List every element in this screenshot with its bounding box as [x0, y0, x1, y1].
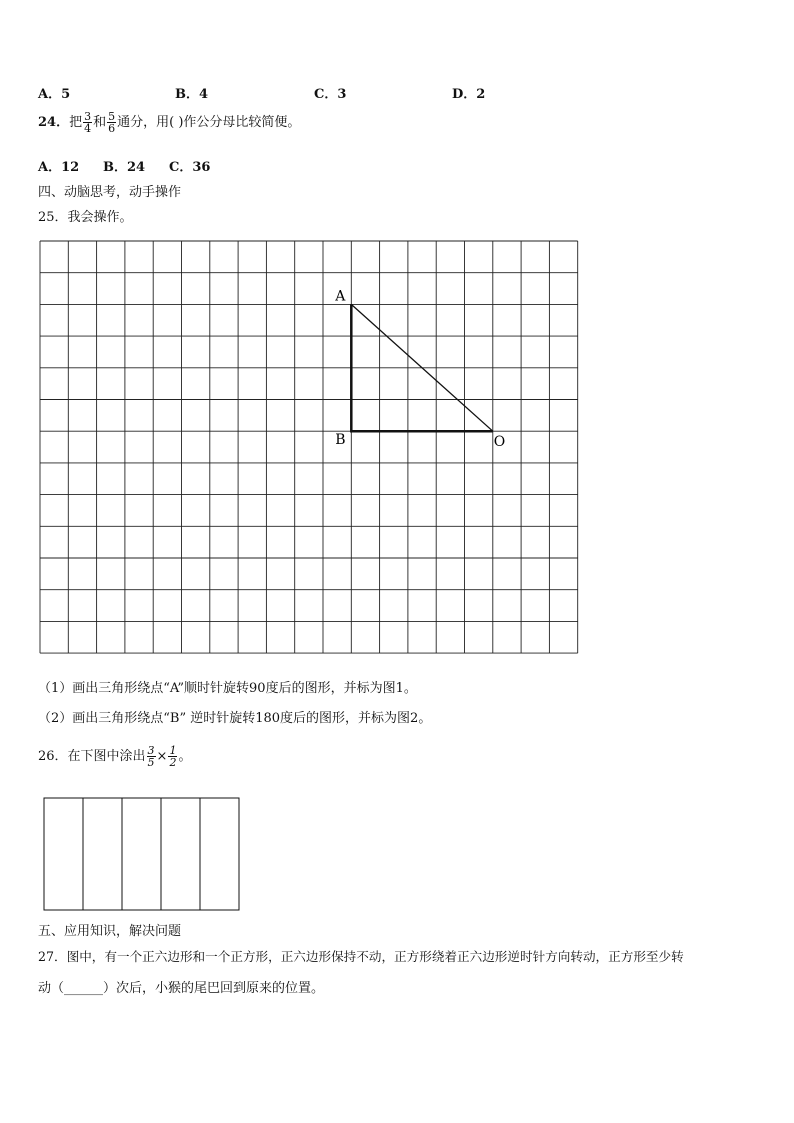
q25-sub1: （1）画出三角形绕点“A”顺时针旋转90度后的图形，并标为图1。 — [38, 681, 417, 696]
q26-frac2-den: 2 — [169, 756, 177, 769]
q26-frac2-num: 1 — [169, 744, 177, 757]
q26-question: 26．在下图中涂出 $\frac{3}{5}$ × $\frac{1}{2}$ 。 — [38, 744, 192, 769]
q24-option-b: B．24 — [103, 160, 146, 175]
q23-option-a: A．5 — [38, 87, 71, 102]
q26-frac1-num: 3 — [147, 744, 155, 757]
q26-rectangle-figure — [40, 795, 245, 915]
q24-option-a: A．12 — [38, 160, 80, 175]
q26-frac1-den: 5 — [147, 756, 155, 769]
q25-sub2: （2）画出三角形绕点“B” 逆时针旋转180度后的图形，并标为图2。 — [38, 711, 432, 726]
point-a-label: A — [335, 288, 346, 305]
q27-line1: 27．图中，有一个正六边形和一个正方形，正六边形保持不动，正方形绕着正六边形逆时针方向转动，正方形至少转 — [38, 949, 684, 964]
q23-option-d: D．2 — [452, 87, 486, 102]
q24-frac1-num: 3 — [84, 110, 92, 123]
q24-frac2-den: 6 — [108, 122, 116, 135]
section-4-heading: 四、动脑思考，动手操作 — [38, 185, 182, 200]
point-o-label: O — [493, 434, 506, 451]
q24-frac1-den: 4 — [84, 122, 92, 135]
q26-times: × — [156, 749, 168, 764]
section-5-heading: 五、应用知识，解决问题 — [38, 924, 182, 939]
q24-option-c: C．36 — [169, 160, 211, 175]
q25-title: 25．我会操作。 — [38, 210, 133, 225]
q24-frac2-num: 5 — [108, 110, 116, 123]
q27-line2: 动（______）次后，小猴的尾巴回到原来的位置。 — [38, 981, 325, 996]
point-b-label: B — [335, 432, 346, 449]
q24-question: 24．把 $\frac{3}{4}$ 和 $\frac{5}{6}$ 通分，用( )作公分母比较简便。 — [38, 110, 301, 135]
q23-option-c: C．3 — [314, 87, 347, 102]
q23-option-b: B．4 — [175, 87, 209, 102]
